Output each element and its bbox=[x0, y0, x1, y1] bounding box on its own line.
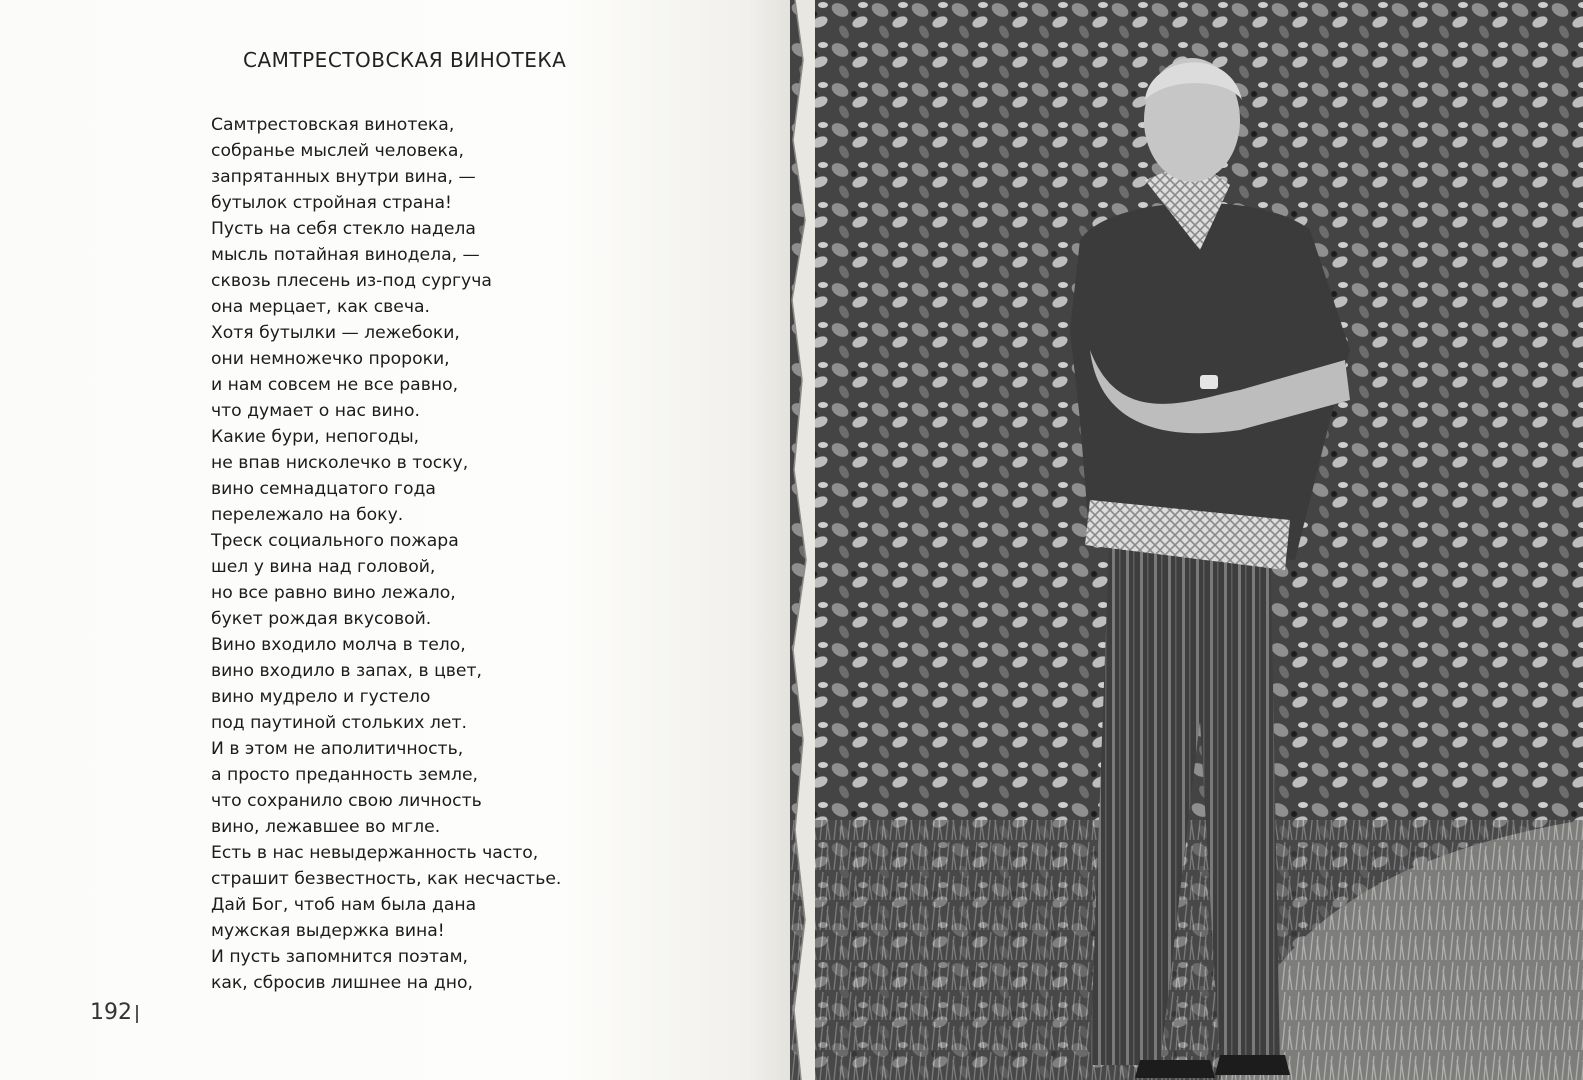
poem-line: бутылок стройная страна! bbox=[211, 193, 452, 213]
page-number: 192 bbox=[90, 1000, 132, 1025]
photograph bbox=[790, 0, 1583, 1080]
poem-line: она мерцает, как свеча. bbox=[211, 297, 431, 317]
poem-line: Пусть на себя стекло надела bbox=[211, 219, 476, 239]
poem-line: и нам совсем не все равно, bbox=[211, 375, 459, 395]
poem-line: вино семнадцатого года bbox=[211, 479, 436, 499]
poem-line: собранье мыслей человека, bbox=[211, 141, 464, 161]
poem-text bbox=[211, 112, 561, 996]
poem-line: сквозь плесень из-под сургуча bbox=[211, 271, 492, 291]
poem-title: САМТРЕСТОВСКАЯ ВИНОТЕКА bbox=[243, 48, 567, 72]
poem-line: что думает о нас вино. bbox=[211, 401, 420, 421]
poem-line: что сохранило свою личность bbox=[211, 791, 482, 811]
poem-line: Есть в нас невыдержанность часто, bbox=[211, 843, 539, 863]
poem-line: И в этом не аполитичность, bbox=[211, 739, 464, 759]
poem-line: а просто преданность земле, bbox=[211, 765, 478, 785]
poem-line: как, сбросив лишнее на дно, bbox=[211, 973, 473, 993]
poem-line: Вино входило молча в тело, bbox=[211, 635, 466, 655]
poem-line: перележало на боку. bbox=[211, 505, 404, 525]
poem-line: Дай Бог, чтоб нам была дана bbox=[211, 895, 477, 915]
poem-line: букет рождая вкусовой. bbox=[211, 609, 432, 629]
poem-line: они немножечко пророки, bbox=[211, 349, 450, 369]
poem-line: Самтрестовская винотека, bbox=[211, 115, 455, 135]
photo-illustration bbox=[790, 0, 1583, 1080]
poem-line: И пусть запомнится поэтам, bbox=[211, 947, 469, 967]
poem-line: мысль потайная винодела, — bbox=[211, 245, 480, 265]
poem-line: не впав нисколечко в тоску, bbox=[211, 453, 469, 473]
poem-line: вино входило в запах, в цвет, bbox=[211, 661, 482, 681]
poem-line: но все равно вино лежало, bbox=[211, 583, 456, 603]
poem-line: вино мудрело и густело bbox=[211, 687, 431, 707]
poem-line: мужская выдержка вина! bbox=[211, 921, 445, 941]
poem-line: шел у вина над головой, bbox=[211, 557, 436, 577]
poem-line: запрятанных внутри вина, — bbox=[211, 167, 476, 187]
poem-line: под паутиной стольких лет. bbox=[211, 713, 467, 733]
poem-line: Хотя бутылки — лежебоки, bbox=[211, 323, 460, 343]
poem-line: страшит безвестность, как несчастье. bbox=[211, 869, 562, 889]
poem-line: Какие бури, непогоды, bbox=[211, 427, 420, 447]
poem-line: вино, лежавшее во мгле. bbox=[211, 817, 441, 837]
torn-page-edge bbox=[775, 0, 815, 1080]
poem-line: Треск социального пожара bbox=[211, 531, 459, 551]
